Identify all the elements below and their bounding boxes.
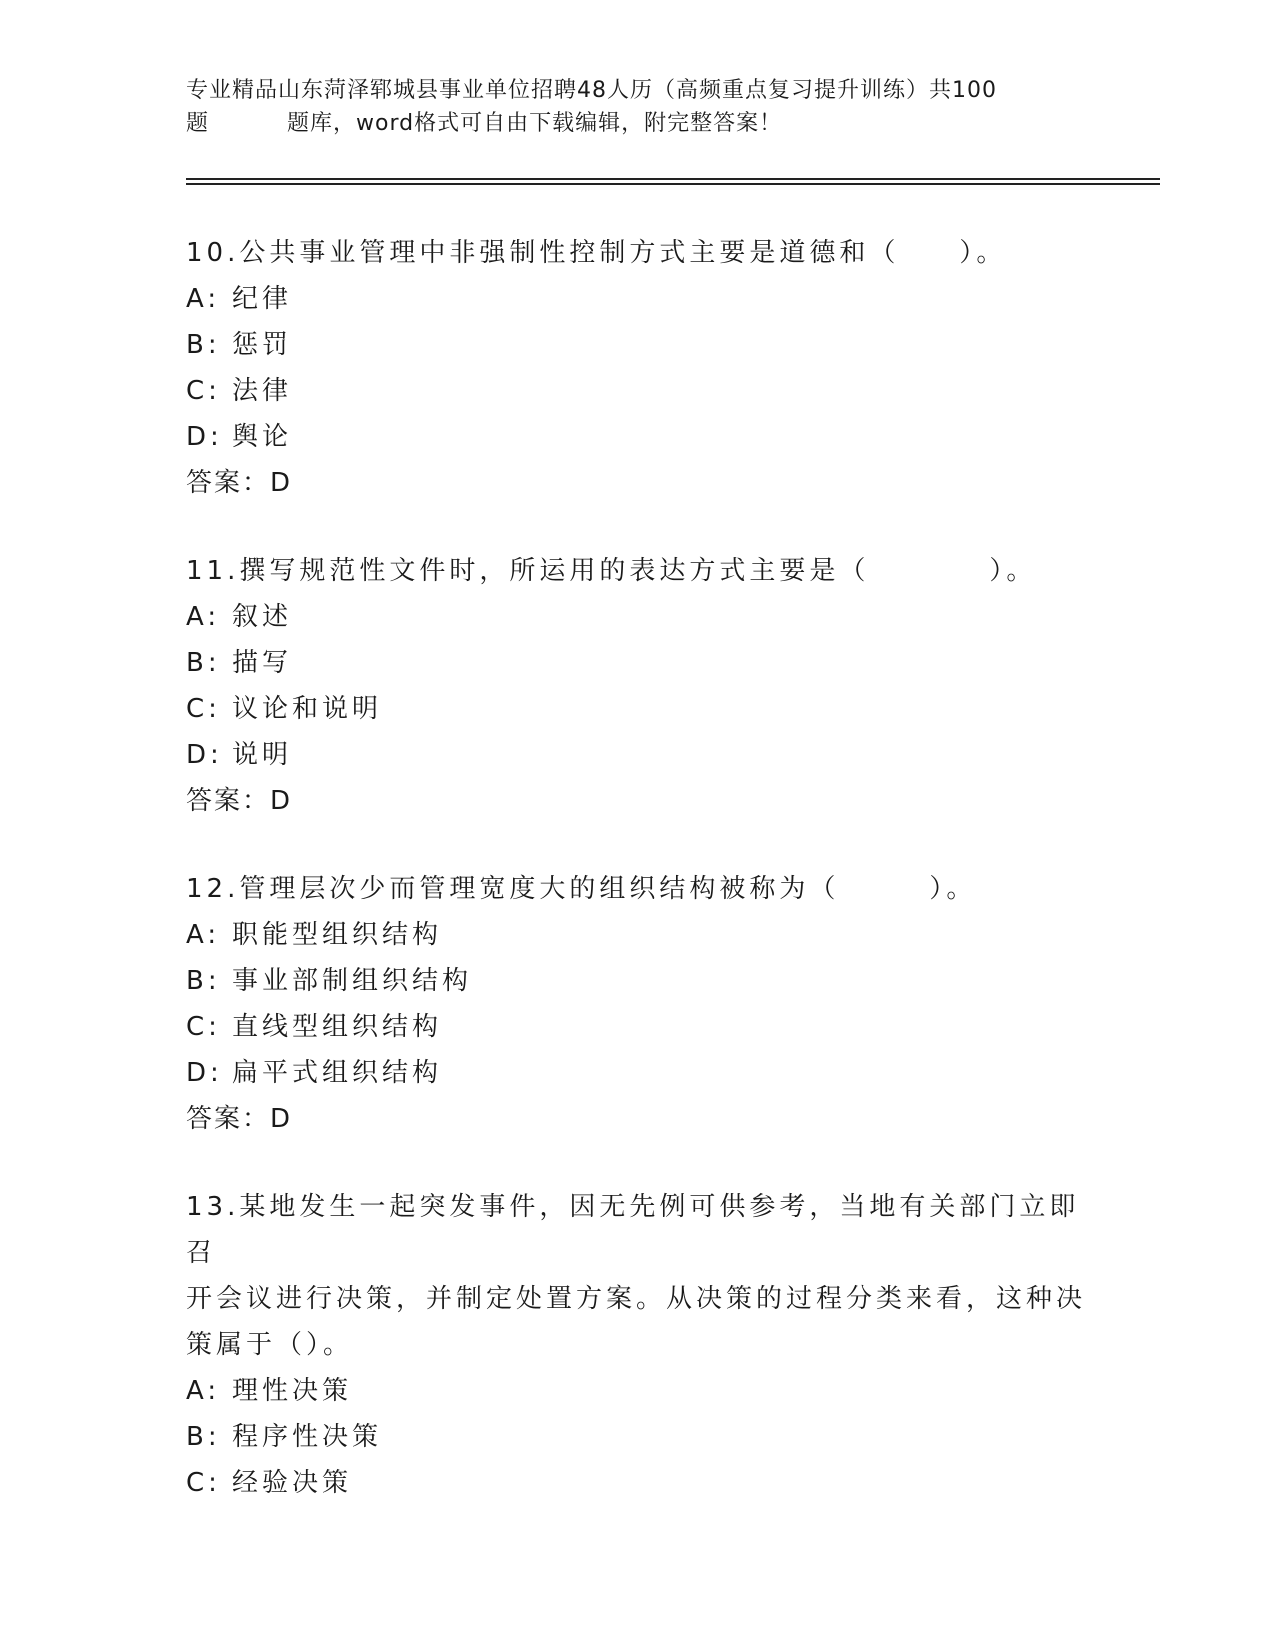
option-text: 直线型组织结构 — [232, 1012, 443, 1042]
question-stem-line: 开会议进行决策，并制定处置方案。从决策的过程分类来看，这种决 — [186, 1284, 1087, 1314]
option-b — [186, 958, 1086, 1004]
question-10 — [186, 230, 1086, 506]
option-c — [186, 1004, 1086, 1050]
option-letter: D: — [186, 422, 223, 452]
option-text: 程序性决策 — [232, 1422, 383, 1452]
question-stem: 11.撰写规范性文件时，所运用的表达方式主要是（ ）。 — [186, 556, 1037, 586]
option-letter: A: — [186, 1376, 221, 1406]
option-text: 纪律 — [232, 284, 293, 314]
option-letter: D: — [186, 740, 223, 770]
header-divider-bottom — [186, 183, 1160, 185]
question-stem-line: 13.某地发生一起突发事件，因无先例可供参考，当地有关部门立即召 — [186, 1192, 1080, 1268]
option-c — [186, 1460, 1086, 1506]
option-b — [186, 640, 1086, 686]
option-b — [186, 322, 1086, 368]
option-letter: B: — [186, 648, 221, 678]
question-stem: 12.管理层次少而管理宽度大的组织结构被称为（ ）。 — [186, 874, 977, 904]
question-stem-line: 策属于（）。 — [186, 1330, 354, 1360]
option-b — [186, 1414, 1086, 1460]
option-text: 事业部制组织结构 — [232, 966, 473, 996]
option-d — [186, 414, 1086, 460]
option-text: 描写 — [232, 648, 293, 678]
header-title-line2 — [186, 107, 1066, 140]
option-c — [186, 368, 1086, 414]
option-letter: C: — [186, 1468, 221, 1498]
header-title-line2-left: 题 — [186, 111, 210, 136]
option-letter: A: — [186, 602, 221, 632]
answer-line: 答案：D — [186, 1104, 293, 1134]
option-letter: C: — [186, 694, 221, 724]
option-text: 说明 — [232, 740, 293, 770]
option-text: 舆论 — [232, 422, 293, 452]
option-text: 惩罚 — [232, 330, 293, 360]
option-d — [186, 1050, 1086, 1096]
option-a — [186, 912, 1086, 958]
answer-line: 答案：D — [186, 468, 293, 498]
question-11 — [186, 548, 1086, 824]
option-c — [186, 686, 1086, 732]
option-text: 法律 — [232, 376, 293, 406]
header-gap — [209, 107, 287, 140]
option-a — [186, 276, 1086, 322]
option-letter: D: — [186, 1058, 223, 1088]
question-12 — [186, 866, 1086, 1142]
option-a — [186, 1368, 1086, 1414]
answer-line: 答案：D — [186, 786, 293, 816]
option-text: 经验决策 — [232, 1468, 353, 1498]
option-letter: B: — [186, 330, 221, 360]
option-a — [186, 594, 1086, 640]
option-letter: A: — [186, 920, 221, 950]
option-letter: C: — [186, 376, 221, 406]
question-stem: 10.公共事业管理中非强制性控制方式主要是道德和（ ）。 — [186, 238, 1007, 268]
option-letter: B: — [186, 1422, 221, 1452]
header-title-line1: 专业精品山东菏泽郓城县事业单位招聘48人历（高频重点复习提升训练）共100 — [186, 78, 997, 103]
option-letter: B: — [186, 966, 221, 996]
option-letter: C: — [186, 1012, 221, 1042]
document-header — [186, 74, 1066, 140]
header-divider-top — [186, 178, 1160, 180]
option-text: 叙述 — [232, 602, 293, 632]
option-text: 理性决策 — [232, 1376, 353, 1406]
option-text: 议论和说明 — [232, 694, 383, 724]
option-text: 扁平式组织结构 — [232, 1058, 443, 1088]
question-13 — [186, 1184, 1086, 1506]
option-d — [186, 732, 1086, 778]
option-text: 职能型组织结构 — [232, 920, 443, 950]
header-title-line2-right: 题库，word格式可自由下载编辑，附完整答案！ — [287, 111, 783, 136]
option-letter: A: — [186, 284, 221, 314]
